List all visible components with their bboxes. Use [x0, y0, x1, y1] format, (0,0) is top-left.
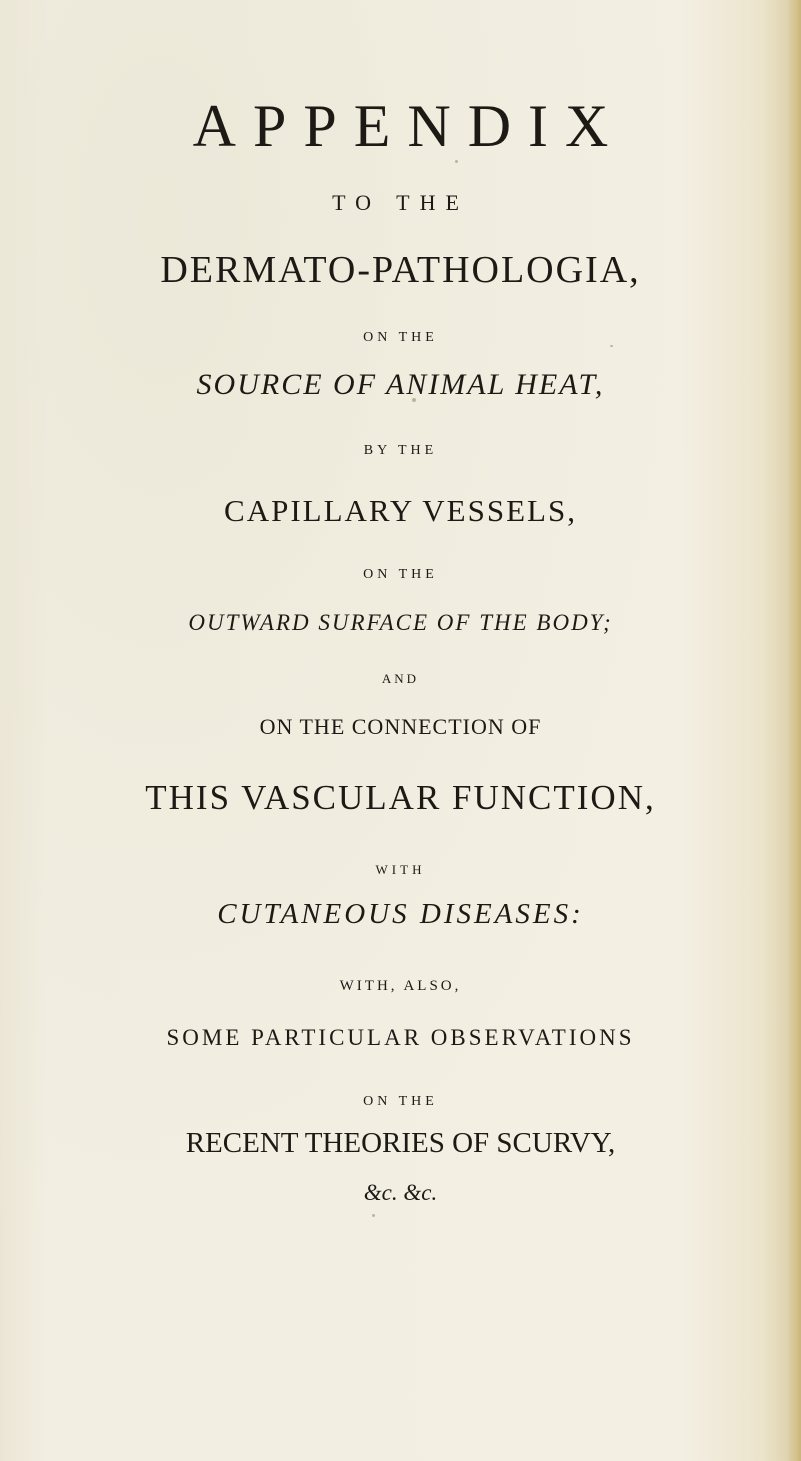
- to-the-line: TO THE: [332, 190, 469, 215]
- by-the-line: BY THE: [363, 443, 438, 458]
- cutaneous-line: CUTANEOUS DISEASES:: [217, 898, 584, 930]
- with-line: WITH: [375, 862, 426, 877]
- etc-line: &c. &c.: [363, 1180, 438, 1205]
- on-the-line-3: ON THE: [363, 1094, 438, 1109]
- capillary-line: CAPILLARY VESSELS,: [224, 493, 577, 528]
- source-line: SOURCE OF ANIMAL HEAT,: [196, 368, 605, 401]
- connection-line: ON THE CONNECTION OF: [259, 714, 542, 739]
- with-also-line: WITH, ALSO,: [339, 978, 462, 994]
- and-line: AND: [381, 671, 420, 686]
- recent-line: RECENT THEORIES OF SCURVY,: [185, 1127, 616, 1159]
- on-the-line-2: ON THE: [363, 567, 438, 582]
- particular-line: SOME PARTICULAR OBSERVATIONS: [166, 1025, 635, 1050]
- on-the-line-1: ON THE: [363, 330, 438, 345]
- paper-speck: [372, 1214, 375, 1217]
- main-title: DERMATO-PATHOLOGIA,: [160, 249, 641, 291]
- vascular-line: THIS VASCULAR FUNCTION,: [145, 778, 656, 817]
- appendix-heading: APPENDIX: [192, 93, 626, 159]
- outward-line: OUTWARD SURFACE OF THE BODY;: [188, 610, 613, 635]
